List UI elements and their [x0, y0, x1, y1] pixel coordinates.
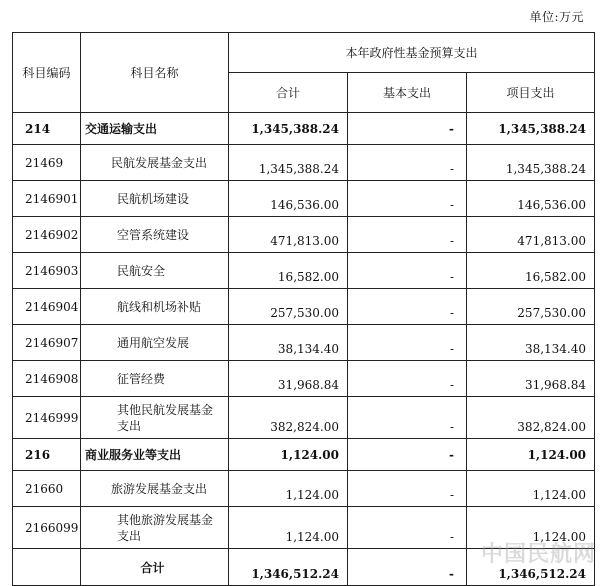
table-row: [13, 145, 595, 181]
header-name: 科目名称: [81, 33, 229, 113]
row-code: 2146907: [13, 325, 81, 361]
table-row: [13, 325, 595, 361]
row-name: 通用航空发展: [81, 325, 229, 361]
table-row: [13, 439, 595, 471]
header-total: 合计: [229, 73, 348, 113]
table-row: [13, 397, 595, 439]
row-project: 38,134.40: [467, 325, 595, 361]
row-name: 民航安全: [81, 253, 229, 289]
row-project: 1,124.00: [467, 471, 595, 507]
row-code: 21660: [13, 471, 81, 507]
row-total: 1,345,388.24: [229, 113, 348, 145]
row-code: 216: [13, 439, 81, 471]
row-total: 1,124.00: [229, 439, 348, 471]
row-project: 257,530.00: [467, 289, 595, 325]
header-row-top: [13, 33, 595, 73]
row-name: 商业服务业等支出: [81, 439, 229, 471]
row-basic: -: [348, 361, 467, 397]
row-name: 民航机场建设: [81, 181, 229, 217]
row-basic: -: [348, 397, 467, 439]
table-row: [13, 361, 595, 397]
total-basic: -: [348, 549, 467, 586]
row-project: 16,582.00: [467, 253, 595, 289]
row-basic: -: [348, 181, 467, 217]
row-basic: -: [348, 145, 467, 181]
row-code: 21469: [13, 145, 81, 181]
row-total: 16,582.00: [229, 253, 348, 289]
row-total: 1,345,388.24: [229, 145, 348, 181]
row-project: 1,345,388.24: [467, 113, 595, 145]
row-name: 其他民航发展基金支出: [81, 397, 229, 439]
header-project: 项目支出: [467, 73, 595, 113]
row-name: 交通运输支出: [81, 113, 229, 145]
row-name: 航线和机场补贴: [81, 289, 229, 325]
row-name: 其他旅游发展基金支出: [81, 507, 229, 549]
budget-table: [12, 32, 595, 586]
row-basic: -: [348, 325, 467, 361]
row-total: 1,124.00: [229, 471, 348, 507]
row-code: 2146904: [13, 289, 81, 325]
row-total: 471,813.00: [229, 217, 348, 253]
row-total: 1,124.00: [229, 507, 348, 549]
row-name: 空管系统建设: [81, 217, 229, 253]
row-basic: -: [348, 113, 467, 145]
total-total: 1,346,512.24: [229, 549, 348, 586]
row-name: 征管经费: [81, 361, 229, 397]
table-row: [13, 253, 595, 289]
row-code: 214: [13, 113, 81, 145]
table-row: [13, 217, 595, 253]
row-basic: -: [348, 289, 467, 325]
row-total: 382,824.00: [229, 397, 348, 439]
row-project: 1,345,388.24: [467, 145, 595, 181]
row-total: 31,968.84: [229, 361, 348, 397]
total-label: 合计: [81, 549, 229, 586]
table-row: [13, 181, 595, 217]
table-row: [13, 113, 595, 145]
header-code: 科目编码: [13, 33, 81, 113]
row-total: 146,536.00: [229, 181, 348, 217]
header-basic: 基本支出: [348, 73, 467, 113]
header-group: 本年政府性基金预算支出: [229, 33, 595, 73]
row-total: 257,530.00: [229, 289, 348, 325]
row-project: 146,536.00: [467, 181, 595, 217]
row-project: 1,124.00: [467, 439, 595, 471]
row-basic: -: [348, 439, 467, 471]
total-project: 1,346,512.24: [467, 549, 595, 586]
unit-label: 单位:万元: [529, 10, 584, 24]
table-row: [13, 471, 595, 507]
row-project: 471,813.00: [467, 217, 595, 253]
row-project: 382,824.00: [467, 397, 595, 439]
row-code: 2146903: [13, 253, 81, 289]
row-basic: -: [348, 217, 467, 253]
row-code: 2146902: [13, 217, 81, 253]
row-name: 旅游发展基金支出: [81, 471, 229, 507]
watermark-logo: 中国民航网: [480, 542, 596, 567]
table-row: [13, 289, 595, 325]
row-basic: -: [348, 507, 467, 549]
row-code: 2146999: [13, 397, 81, 439]
row-project: 31,968.84: [467, 361, 595, 397]
row-basic: -: [348, 253, 467, 289]
row-name: 民航发展基金支出: [81, 145, 229, 181]
row-code: 2146908: [13, 361, 81, 397]
row-code: 2166099: [13, 507, 81, 549]
row-project: 1,124.00: [467, 507, 595, 549]
total-code-empty: [13, 549, 81, 586]
row-total: 38,134.40: [229, 325, 348, 361]
row-code: 2146901: [13, 181, 81, 217]
row-basic: -: [348, 471, 467, 507]
